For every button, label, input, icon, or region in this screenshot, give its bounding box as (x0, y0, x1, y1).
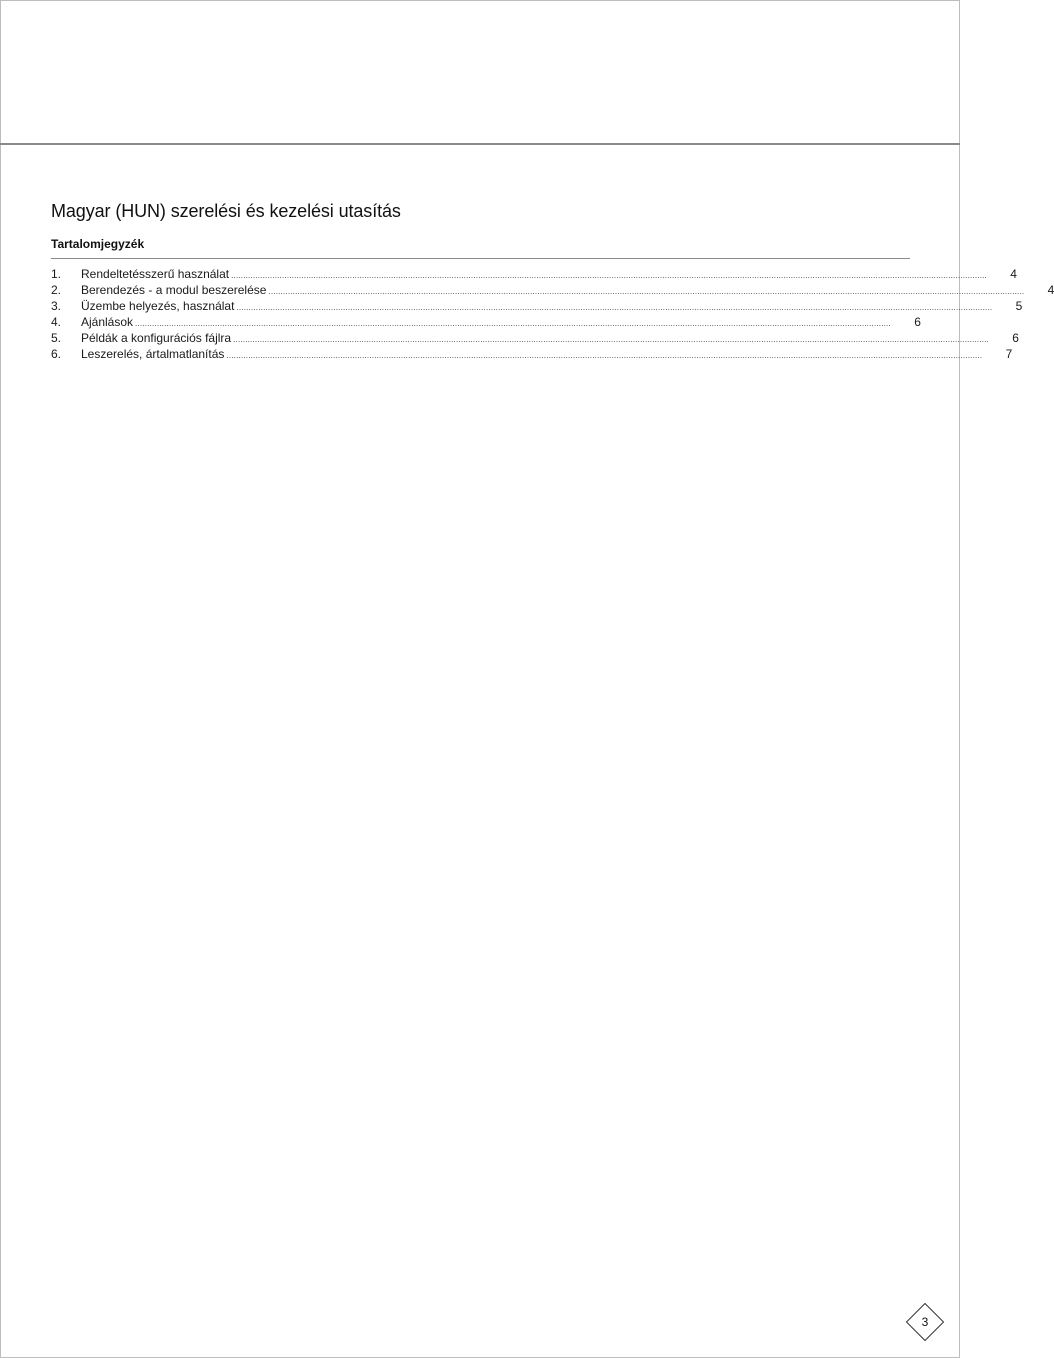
toc-entry-page: 7 (1005, 347, 1013, 361)
page-number: 3 (921, 1315, 929, 1329)
toc-entry-page: 5 (1015, 299, 1023, 313)
toc-dot-leader: ........................................................................................................................................................................................................................................................................................................................ (233, 335, 989, 344)
toc-entry-page: 6 (1012, 331, 1019, 345)
toc-entry-number: 4. (51, 315, 62, 329)
toc-entry-page: 4 (1047, 283, 1054, 297)
toc-entry-page: 4 (1010, 267, 1017, 281)
toc-divider (51, 258, 910, 259)
toc-entry[interactable] (51, 346, 1013, 362)
toc-dot-leader: ........................................................................................................................................................................................................................................................................................................................ (231, 271, 987, 280)
toc-entry[interactable] (51, 282, 1054, 298)
toc-dot-leader: ........................................................................................................................................................................................................................................................................................................................ (236, 303, 993, 312)
table-of-contents (51, 266, 1054, 362)
toc-entry[interactable] (51, 266, 1017, 282)
toc-entry[interactable] (51, 330, 1019, 346)
toc-dot-leader: ........................................................................................................................................................................................................................................................................................................................ (135, 319, 891, 328)
toc-entry-title: Példák a konfigurációs fájlra (81, 331, 232, 345)
toc-entry-page: 6 (914, 315, 921, 329)
toc-dot-leader: ........................................................................................................................................................................................................................................................................................................................ (226, 351, 983, 360)
toc-entry-number: 5. (51, 331, 62, 345)
toc-entry-title: Berendezés - a modul beszerelése (81, 283, 267, 297)
toc-entry[interactable] (51, 298, 1023, 314)
toc-heading: Tartalomjegyzék (51, 237, 145, 251)
toc-entry-number: 2. (51, 283, 62, 297)
toc-entry-title: Rendeltetésszerű használat (81, 267, 230, 281)
toc-entry-title: Ajánlások (81, 315, 134, 329)
toc-entry-number: 6. (51, 347, 62, 361)
toc-entry-number: 1. (51, 267, 62, 281)
toc-entry-title: Leszerelés, ártalmatlanítás (81, 347, 225, 361)
toc-dot-leader: ........................................................................................................................................................................................................................................................................................................................ (268, 287, 1025, 296)
document-title: Magyar (HUN) szerelési és kezelési utasítás (51, 201, 401, 221)
header-band (0, 0, 960, 145)
toc-entry[interactable] (51, 314, 921, 330)
toc-entry-number: 3. (51, 299, 62, 313)
toc-entry-title: Üzembe helyezés, használat (81, 299, 235, 313)
